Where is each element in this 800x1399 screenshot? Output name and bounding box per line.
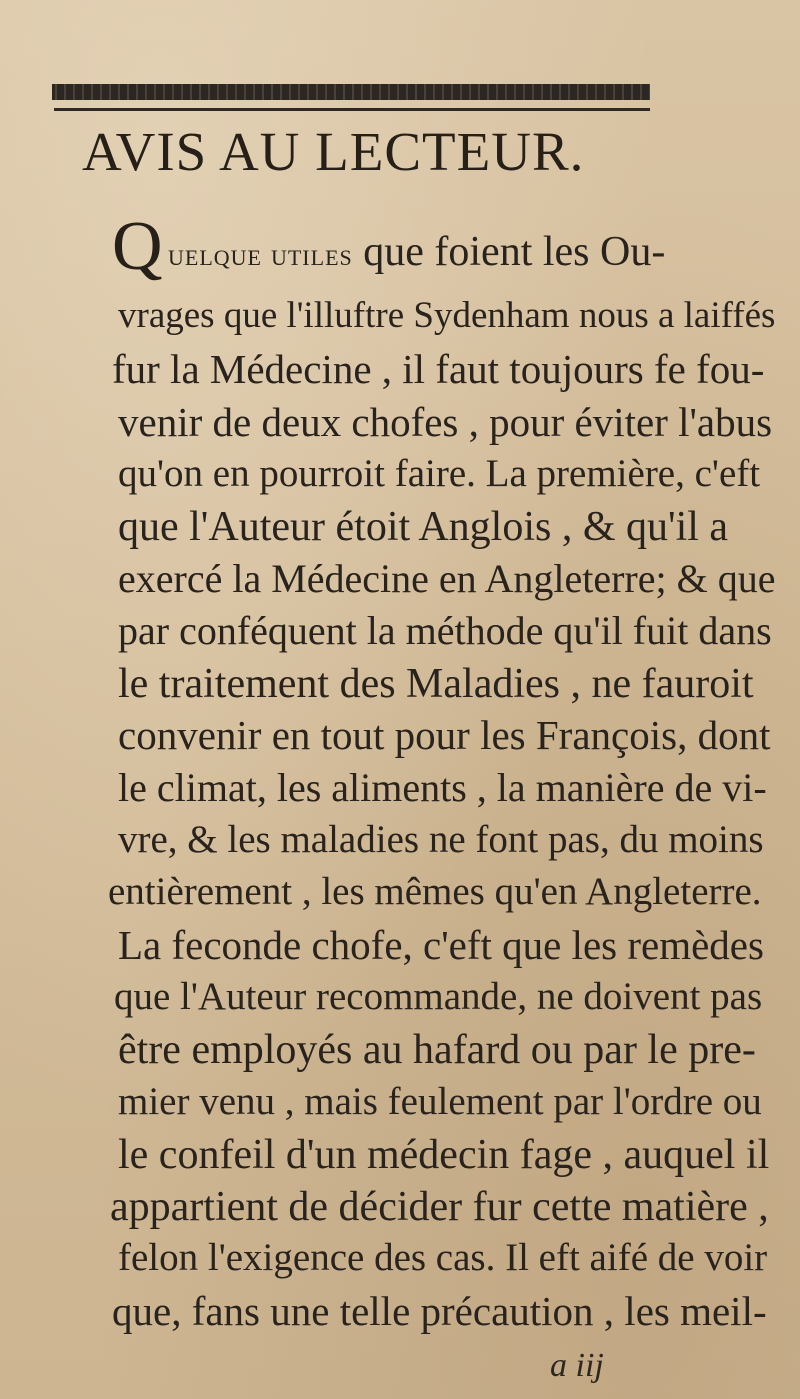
drop-cap: Q: [112, 208, 163, 285]
text-line: vrages que l'illuftre Sydenham nous a laiffés: [118, 295, 776, 336]
text-line-first: [168, 231, 665, 273]
text-line: entièrement , les mêmes qu'en Angleterre.: [108, 870, 762, 913]
first-line-rest: que foient les Ou-: [352, 229, 666, 275]
ornamental-rule: [52, 84, 650, 100]
text-line: vre, & les maladies ne font pas, du moins: [118, 818, 764, 861]
text-line: venir de deux chofes , pour éviter l'abus: [118, 399, 773, 445]
text-line: que l'Auteur recommande, ne doivent pas: [114, 975, 763, 1018]
text-line: La feconde chofe, c'eft que les remèdes: [118, 922, 764, 968]
text-line: appartient de décider fur cette matière ,: [110, 1184, 769, 1230]
text-line: fur la Médecine , il faut toujours fe fou-: [112, 346, 765, 392]
text-line: mier venu , mais feulement par l'ordre ou: [118, 1080, 762, 1123]
text-line: le climat, les aliments , la manière de vi-: [118, 765, 767, 810]
text-line: que l'Auteur étoit Anglois , & qu'il a: [118, 504, 729, 550]
catchword: a iij: [550, 1347, 604, 1384]
text-line: le confeil d'un médecin fage , auquel il: [118, 1132, 770, 1178]
text-line: felon l'exigence des cas. Il eft aifé de voir: [118, 1236, 768, 1279]
text-line: exercé la Médecine en Angleterre; & que: [118, 556, 776, 601]
text-line: convenir en tout pour les François, dont: [118, 712, 771, 758]
page-heading: AVIS AU LECTEUR.: [82, 121, 585, 182]
text-line: le traitement des Maladies , ne fauroit: [118, 661, 754, 707]
text-line: par conféquent la méthode qu'il fuit dans: [118, 608, 772, 653]
text-line: que, fans une telle précaution , les meil-: [112, 1288, 767, 1334]
text-line: qu'on en pourroit faire. La première, c'eft: [118, 452, 761, 495]
small-caps-words: uelque utiles: [168, 236, 353, 272]
thin-rule: [54, 108, 650, 111]
text-line: être employés au hafard ou par le pre-: [118, 1027, 756, 1073]
